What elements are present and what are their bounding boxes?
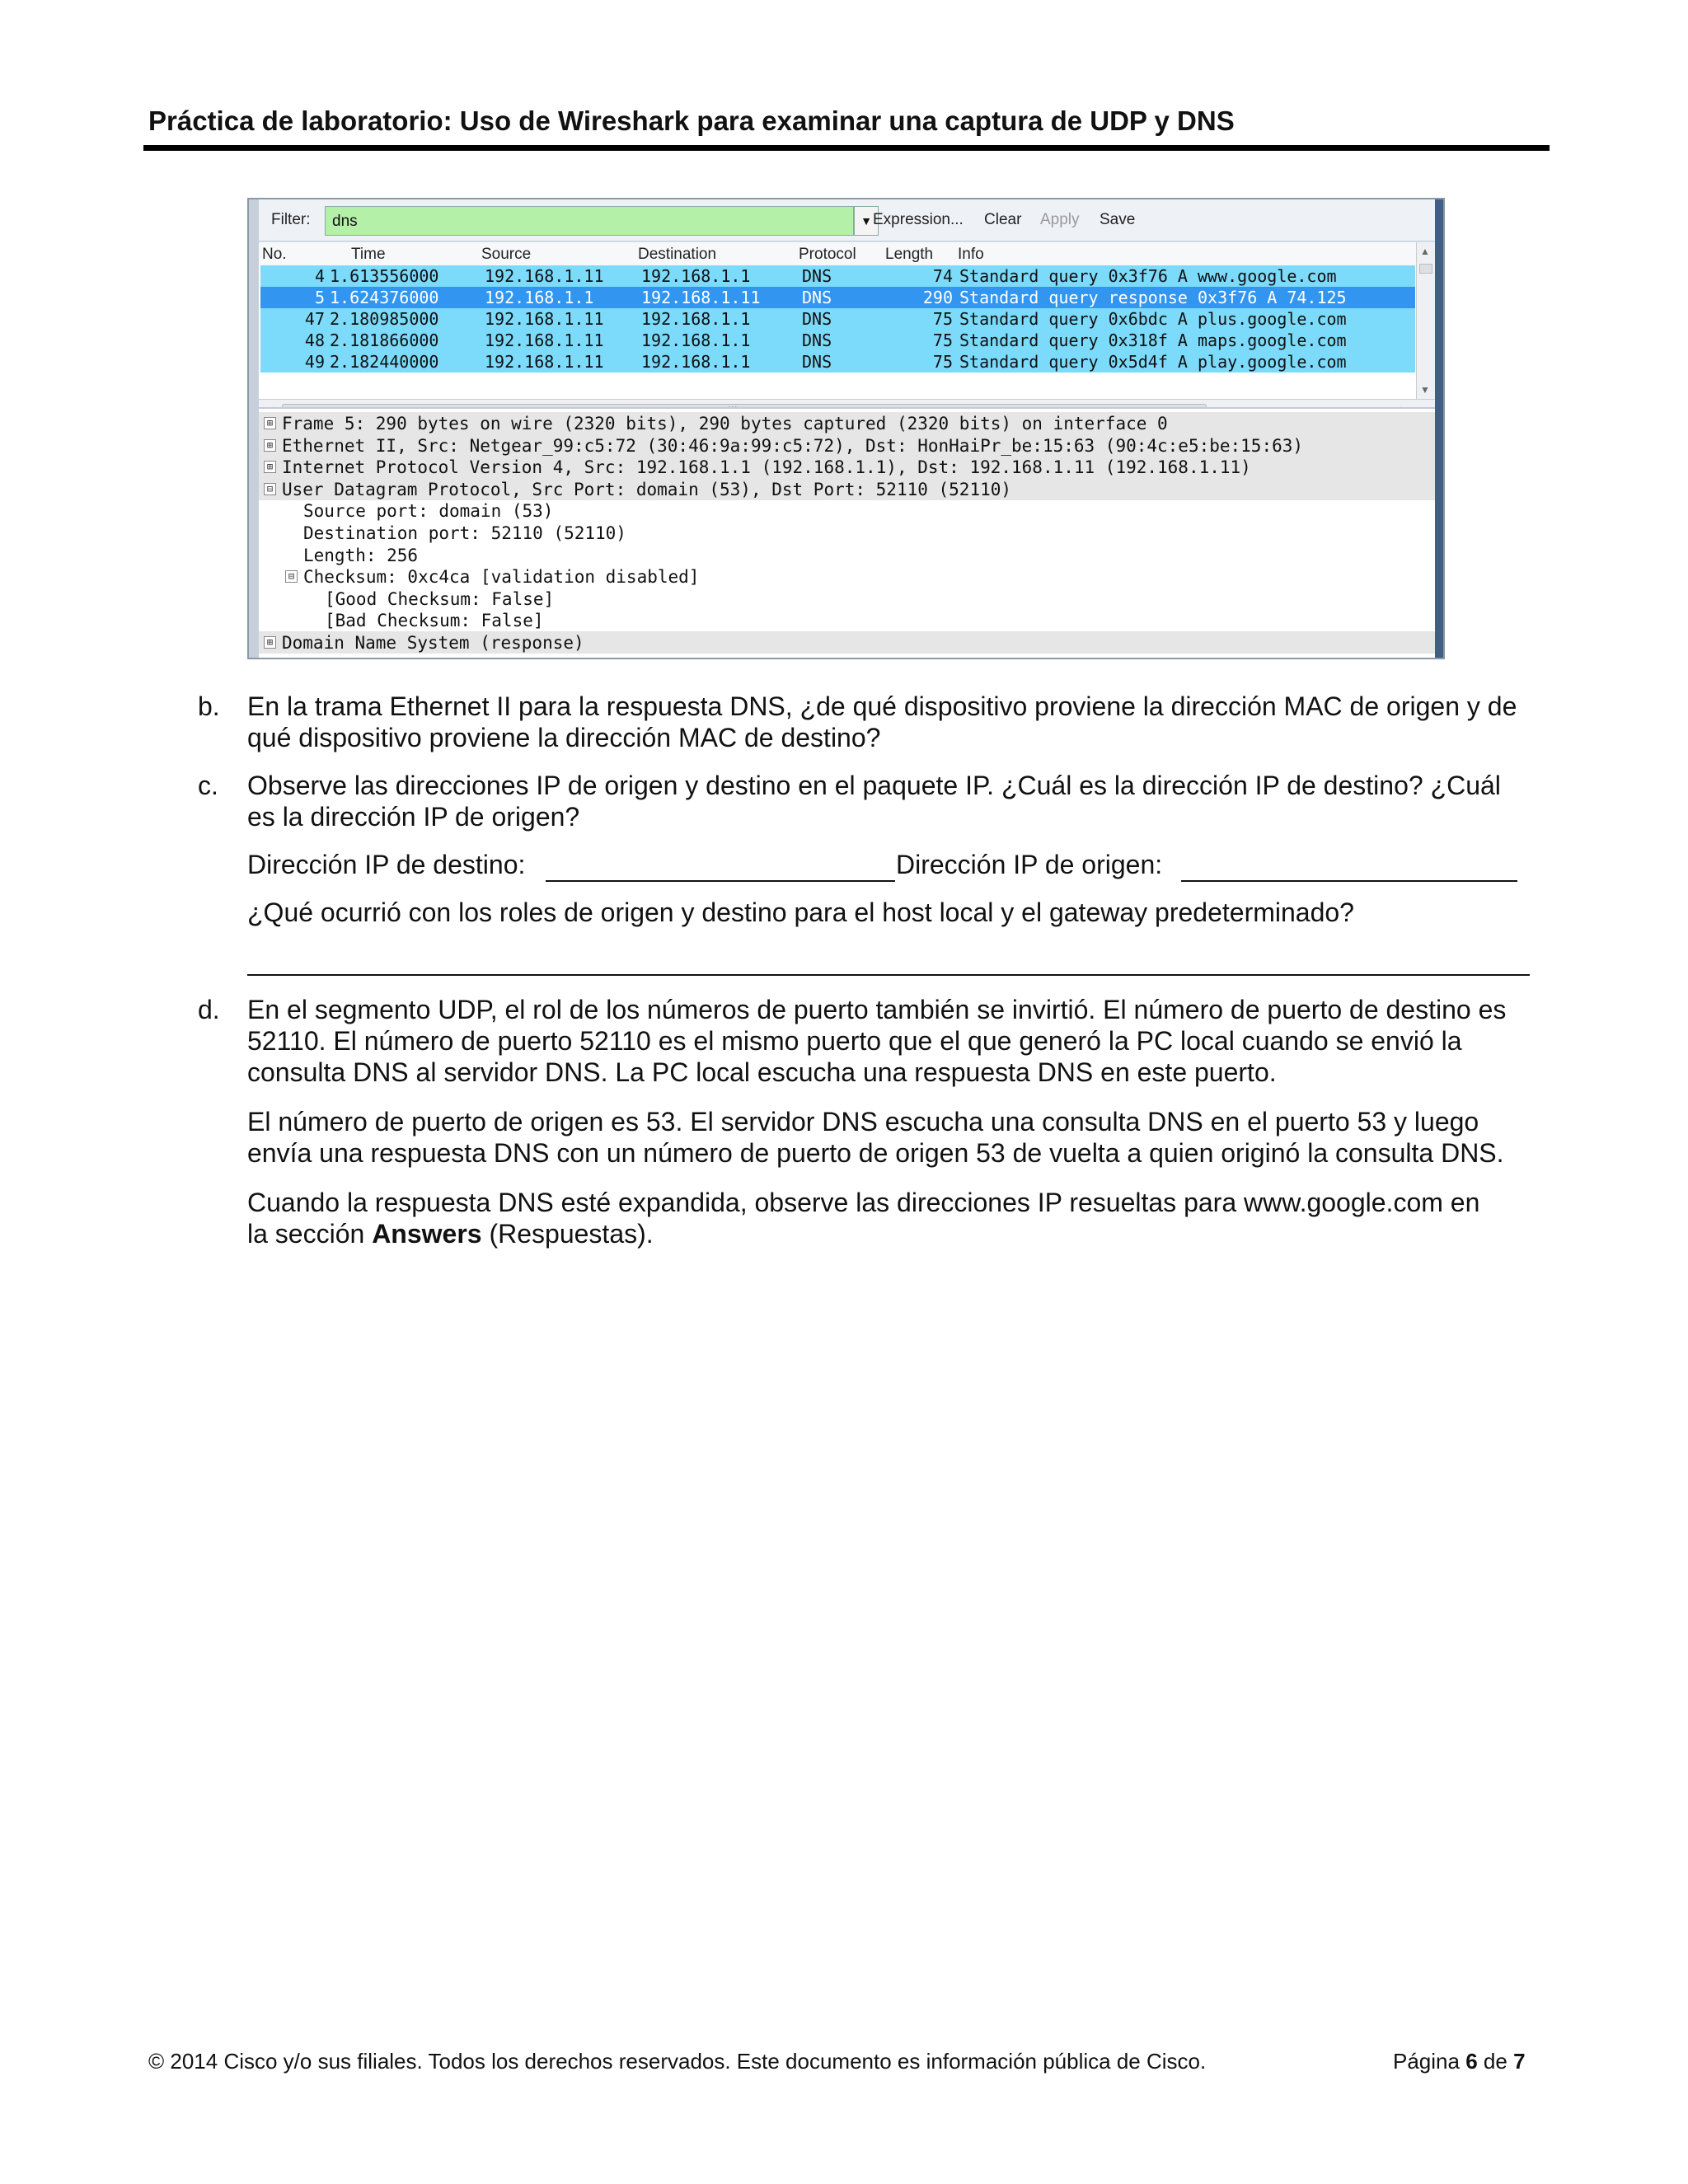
wireshark-screenshot xyxy=(247,198,1445,659)
question-c-marker: c. xyxy=(198,771,218,800)
detail-line[interactable] xyxy=(259,565,1435,588)
packet-no: 4 xyxy=(314,266,325,286)
collapse-icon[interactable]: ⊟ xyxy=(285,570,298,583)
packet-destination: 192.168.1.1 xyxy=(641,330,751,350)
page-title: Práctica de laboratorio: Uso de Wireshark para examinar una captura de UDP y DNS xyxy=(148,105,1235,136)
column-header-length[interactable]: Length xyxy=(885,246,934,263)
packet-row[interactable] xyxy=(260,308,1415,330)
packet-details-pane xyxy=(259,407,1435,658)
question-c-text: Observe las direcciones IP de origen y destino en el paquete IP. ¿Cuál es la dirección IP de destino? ¿Cuál es la dirección IP de origen? xyxy=(247,771,1501,832)
detail-line[interactable] xyxy=(259,499,1435,522)
packet-list-vertical-scrollbar[interactable] xyxy=(1416,242,1435,399)
save-button[interactable]: Save xyxy=(1100,211,1136,228)
packet-source: 192.168.1.11 xyxy=(485,330,604,350)
detail-text: [Bad Checksum: False] xyxy=(325,611,544,631)
packet-list-header xyxy=(259,242,1435,265)
expand-icon[interactable]: ⊞ xyxy=(264,461,276,473)
packet-source: 192.168.1.11 xyxy=(485,309,604,329)
column-header-destination[interactable]: Destination xyxy=(638,246,717,263)
packet-row[interactable] xyxy=(260,287,1415,308)
packet-length: 74 xyxy=(932,266,953,286)
packet-protocol: DNS xyxy=(802,352,832,372)
packet-info: Standard query response 0x3f76 A 74.125 xyxy=(959,288,1347,307)
packet-protocol: DNS xyxy=(802,288,832,307)
footer-copyright: © 2014 Cisco y/o sus filiales. Todos los derechos reservados. Este documento es información pública de Cisco. xyxy=(148,2049,1207,2074)
header-rule xyxy=(143,145,1550,151)
packet-time: 2.180985000 xyxy=(330,309,439,329)
packet-source: 192.168.1.11 xyxy=(485,352,604,372)
detail-text: [Good Checksum: False] xyxy=(325,588,555,609)
expand-icon[interactable]: ⊞ xyxy=(264,417,276,429)
filter-label: Filter: xyxy=(271,211,311,228)
column-header-no[interactable]: No. xyxy=(262,246,287,263)
packet-destination: 192.168.1.1 xyxy=(641,266,751,286)
scroll-up-icon[interactable]: ▲ xyxy=(1420,246,1430,257)
column-header-info[interactable]: Info xyxy=(958,246,984,263)
packet-destination: 192.168.1.1 xyxy=(641,309,751,329)
packet-source: 192.168.1.11 xyxy=(485,266,604,286)
question-b-marker: b. xyxy=(198,691,220,721)
question-b-text: En la trama Ethernet II para la respuesta DNS, ¿de qué dispositivo proviene la dirección MAC de origen y de qué dispositivo proviene la dirección MAC de destino? xyxy=(247,691,1517,752)
detail-line[interactable] xyxy=(259,412,1435,434)
packet-length: 75 xyxy=(932,352,953,372)
detail-line[interactable] xyxy=(259,434,1435,457)
question-d-paragraph-2: El número de puerto de origen es 53. El servidor DNS escucha una consulta DNS en el puerto 53 y luego envía una respuesta DNS con un número de puerto de origen 53 de vuelta a quien originó la consulta DNS. xyxy=(247,1107,1504,1168)
packet-info: Standard query 0x6bdc A plus.google.com xyxy=(959,309,1347,329)
packet-info: Standard query 0x3f76 A www.google.com xyxy=(959,266,1337,286)
detail-line[interactable] xyxy=(259,609,1435,631)
packet-row[interactable] xyxy=(260,330,1415,351)
chevron-down-icon[interactable]: ▼ xyxy=(854,206,879,236)
packet-length: 290 xyxy=(922,288,953,307)
window-edge xyxy=(249,199,259,658)
packet-length: 75 xyxy=(932,330,953,350)
packet-length: 75 xyxy=(932,309,953,329)
detail-line[interactable] xyxy=(259,522,1435,544)
collapse-icon[interactable]: ⊟ xyxy=(264,483,276,495)
src-ip-answer-line[interactable] xyxy=(1181,880,1517,882)
answers-keyword: Answers xyxy=(372,1219,482,1249)
expand-icon[interactable]: ⊞ xyxy=(264,439,276,452)
filter-input[interactable]: dns xyxy=(325,206,854,236)
detail-text: Domain Name System (response) xyxy=(282,633,584,653)
column-header-protocol[interactable]: Protocol xyxy=(799,246,856,263)
dest-ip-label: Dirección IP de destino: xyxy=(247,850,526,879)
detail-line[interactable] xyxy=(259,544,1435,566)
packet-row[interactable] xyxy=(260,265,1415,287)
detail-text: Internet Protocol Version 4, Src: 192.168.1.1 (192.168.1.1), Dst: 192.168.1.11 (192.168.1.11) xyxy=(282,457,1251,478)
column-header-time[interactable]: Time xyxy=(351,246,386,263)
expression-button[interactable]: Expression... xyxy=(873,211,964,228)
packet-time: 1.624376000 xyxy=(330,288,439,307)
question-d-marker: d. xyxy=(198,995,220,1024)
detail-line[interactable] xyxy=(259,478,1435,500)
question-d-paragraph-1: En el segmento UDP, el rol de los números de puerto también se invirtió. El número de puerto de destino es 52110. El número de puerto 52110 es el mismo puerto que el que generó la PC local cuando se envió la consulta DNS al servidor DNS. La PC local escucha una respuesta DNS en este puerto. xyxy=(247,995,1507,1087)
filter-toolbar xyxy=(259,199,1435,241)
expand-icon[interactable]: ⊞ xyxy=(264,636,276,649)
detail-line[interactable] xyxy=(259,631,1435,654)
roles-answer-line[interactable] xyxy=(247,974,1530,976)
packet-time: 1.613556000 xyxy=(330,266,439,286)
packet-row[interactable] xyxy=(260,351,1415,373)
packet-info: Standard query 0x5d4f A play.google.com xyxy=(959,352,1347,372)
packet-source: 192.168.1.1 xyxy=(485,288,594,307)
packet-destination: 192.168.1.1 xyxy=(641,352,751,372)
src-ip-label: Dirección IP de origen: xyxy=(896,850,1163,879)
packet-time: 2.181866000 xyxy=(330,330,439,350)
packet-time: 2.182440000 xyxy=(330,352,439,372)
detail-text: Checksum: 0xc4ca [validation disabled] xyxy=(303,567,700,588)
packet-no: 48 xyxy=(304,330,325,350)
clear-button[interactable]: Clear xyxy=(984,211,1022,228)
apply-button[interactable]: Apply xyxy=(1040,211,1080,228)
detail-text: Source port: domain (53) xyxy=(303,501,554,522)
detail-text: Length: 256 xyxy=(303,545,419,565)
packet-list xyxy=(259,242,1435,399)
detail-line[interactable] xyxy=(259,456,1435,478)
packet-no: 47 xyxy=(304,309,325,329)
detail-line[interactable] xyxy=(259,588,1435,610)
detail-text: Ethernet II, Src: Netgear_99:c5:72 (30:46:9a:99:c5:72), Dst: HonHaiPr_be:15:63 (90:4c:e5:be:15:63) xyxy=(282,435,1304,456)
window-edge xyxy=(1435,199,1443,658)
dest-ip-answer-line[interactable] xyxy=(546,880,895,882)
roles-question: ¿Qué ocurrió con los roles de origen y destino para el host local y el gateway predeterminado? xyxy=(247,898,1354,927)
column-header-source[interactable]: Source xyxy=(481,246,532,263)
packet-no: 5 xyxy=(314,288,325,307)
packet-protocol: DNS xyxy=(802,330,832,350)
footer-page-number: Página 6 de 7 xyxy=(1393,2049,1526,2074)
detail-text: User Datagram Protocol, Src Port: domain (53), Dst Port: 52110 (52110) xyxy=(282,479,1012,499)
packet-info: Standard query 0x318f A maps.google.com xyxy=(959,330,1347,350)
packet-protocol: DNS xyxy=(802,266,832,286)
packet-protocol: DNS xyxy=(802,309,832,329)
scroll-thumb[interactable] xyxy=(1419,264,1432,274)
question-d-paragraph-3: Cuando la respuesta DNS esté expandida, observe las direcciones IP resueltas para www.google.com en la sección Answers (Respuestas). xyxy=(247,1188,1480,1249)
detail-text: Frame 5: 290 bytes on wire (2320 bits), 290 bytes captured (2320 bits) on interface 0 xyxy=(282,414,1168,434)
scroll-down-icon[interactable]: ▼ xyxy=(1420,384,1430,396)
detail-text: Destination port: 52110 (52110) xyxy=(303,523,626,543)
packet-no: 49 xyxy=(304,352,325,372)
packet-destination: 192.168.1.11 xyxy=(641,288,761,307)
